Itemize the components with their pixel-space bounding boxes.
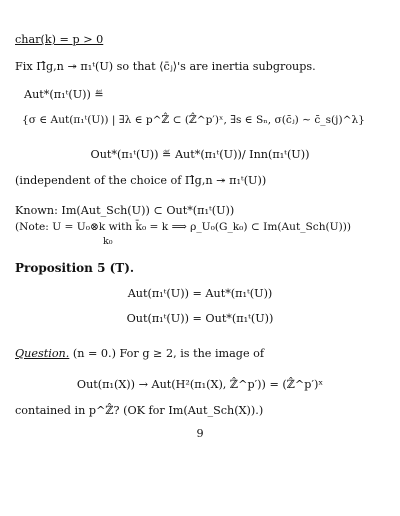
question-formula: Out(π₁(X)) → Aut(H²(π₁(X), ℤ̂^p′)) = (ℤ̂^p′)ˣ — [76, 378, 324, 391]
proposition-equation-2: Out(π₁ᵗ(U)) = Out*(π₁ᵗ(U)) — [126, 312, 274, 325]
proposition-equation-1: Aut(π₁ᵗ(U)) = Aut*(π₁ᵗ(U)) — [127, 287, 273, 300]
question-line — [15, 348, 264, 359]
page-number: 9 — [196, 427, 204, 440]
question-label: Question. — [15, 347, 70, 360]
closing-line: contained in p^ℤ̂? (OK for Im(Aut_Sch(X)).) — [15, 404, 264, 417]
out-star-definition: Out*(π₁ᵗ(U)) ≝ Aut*(π₁ᵗ(U))/ Inn(π₁ᵗ(U)) — [90, 148, 310, 161]
aut-star-definition: Aut*(π₁ᵗ(U)) ≝ — [24, 88, 104, 101]
note-line: (Note: U = U₀⊗k with k̄₀ = k ⟹ ρ_U₀(G_k₀) ⊂ Im(Aut_Sch(U))) — [15, 221, 352, 233]
proposition-title: Proposition 5 (T). — [15, 261, 135, 275]
header: char(k) = p > 0 — [15, 33, 104, 46]
question-text: (n = 0.) For g ≥ 2, is the image of — [72, 347, 265, 360]
known-line: Known: Im(Aut_Sch(U)) ⊂ Out*(π₁ᵗ(U)) — [15, 204, 235, 217]
fix-line: Fix Π̂g,n ↠ π₁ᵗ(U) so that ⟨c̄ⱼ⟩'s are inertia subgroups. — [15, 60, 316, 73]
independence-note: (independent of the choice of Π̂g,n ↠ π₁ᵗ(U)) — [15, 174, 267, 187]
note-subscript: k₀ — [103, 236, 113, 247]
aut-star-set: {σ ∈ Aut(π₁ᵗ(U)) | ∃λ ∈ p^ℤ̂ ⊂ (ℤ̂^p′)ˣ, ∃s ∈ Sₙ, σ(c̄ⱼ) ∼ c̄_s(j)^λ} — [22, 114, 365, 126]
